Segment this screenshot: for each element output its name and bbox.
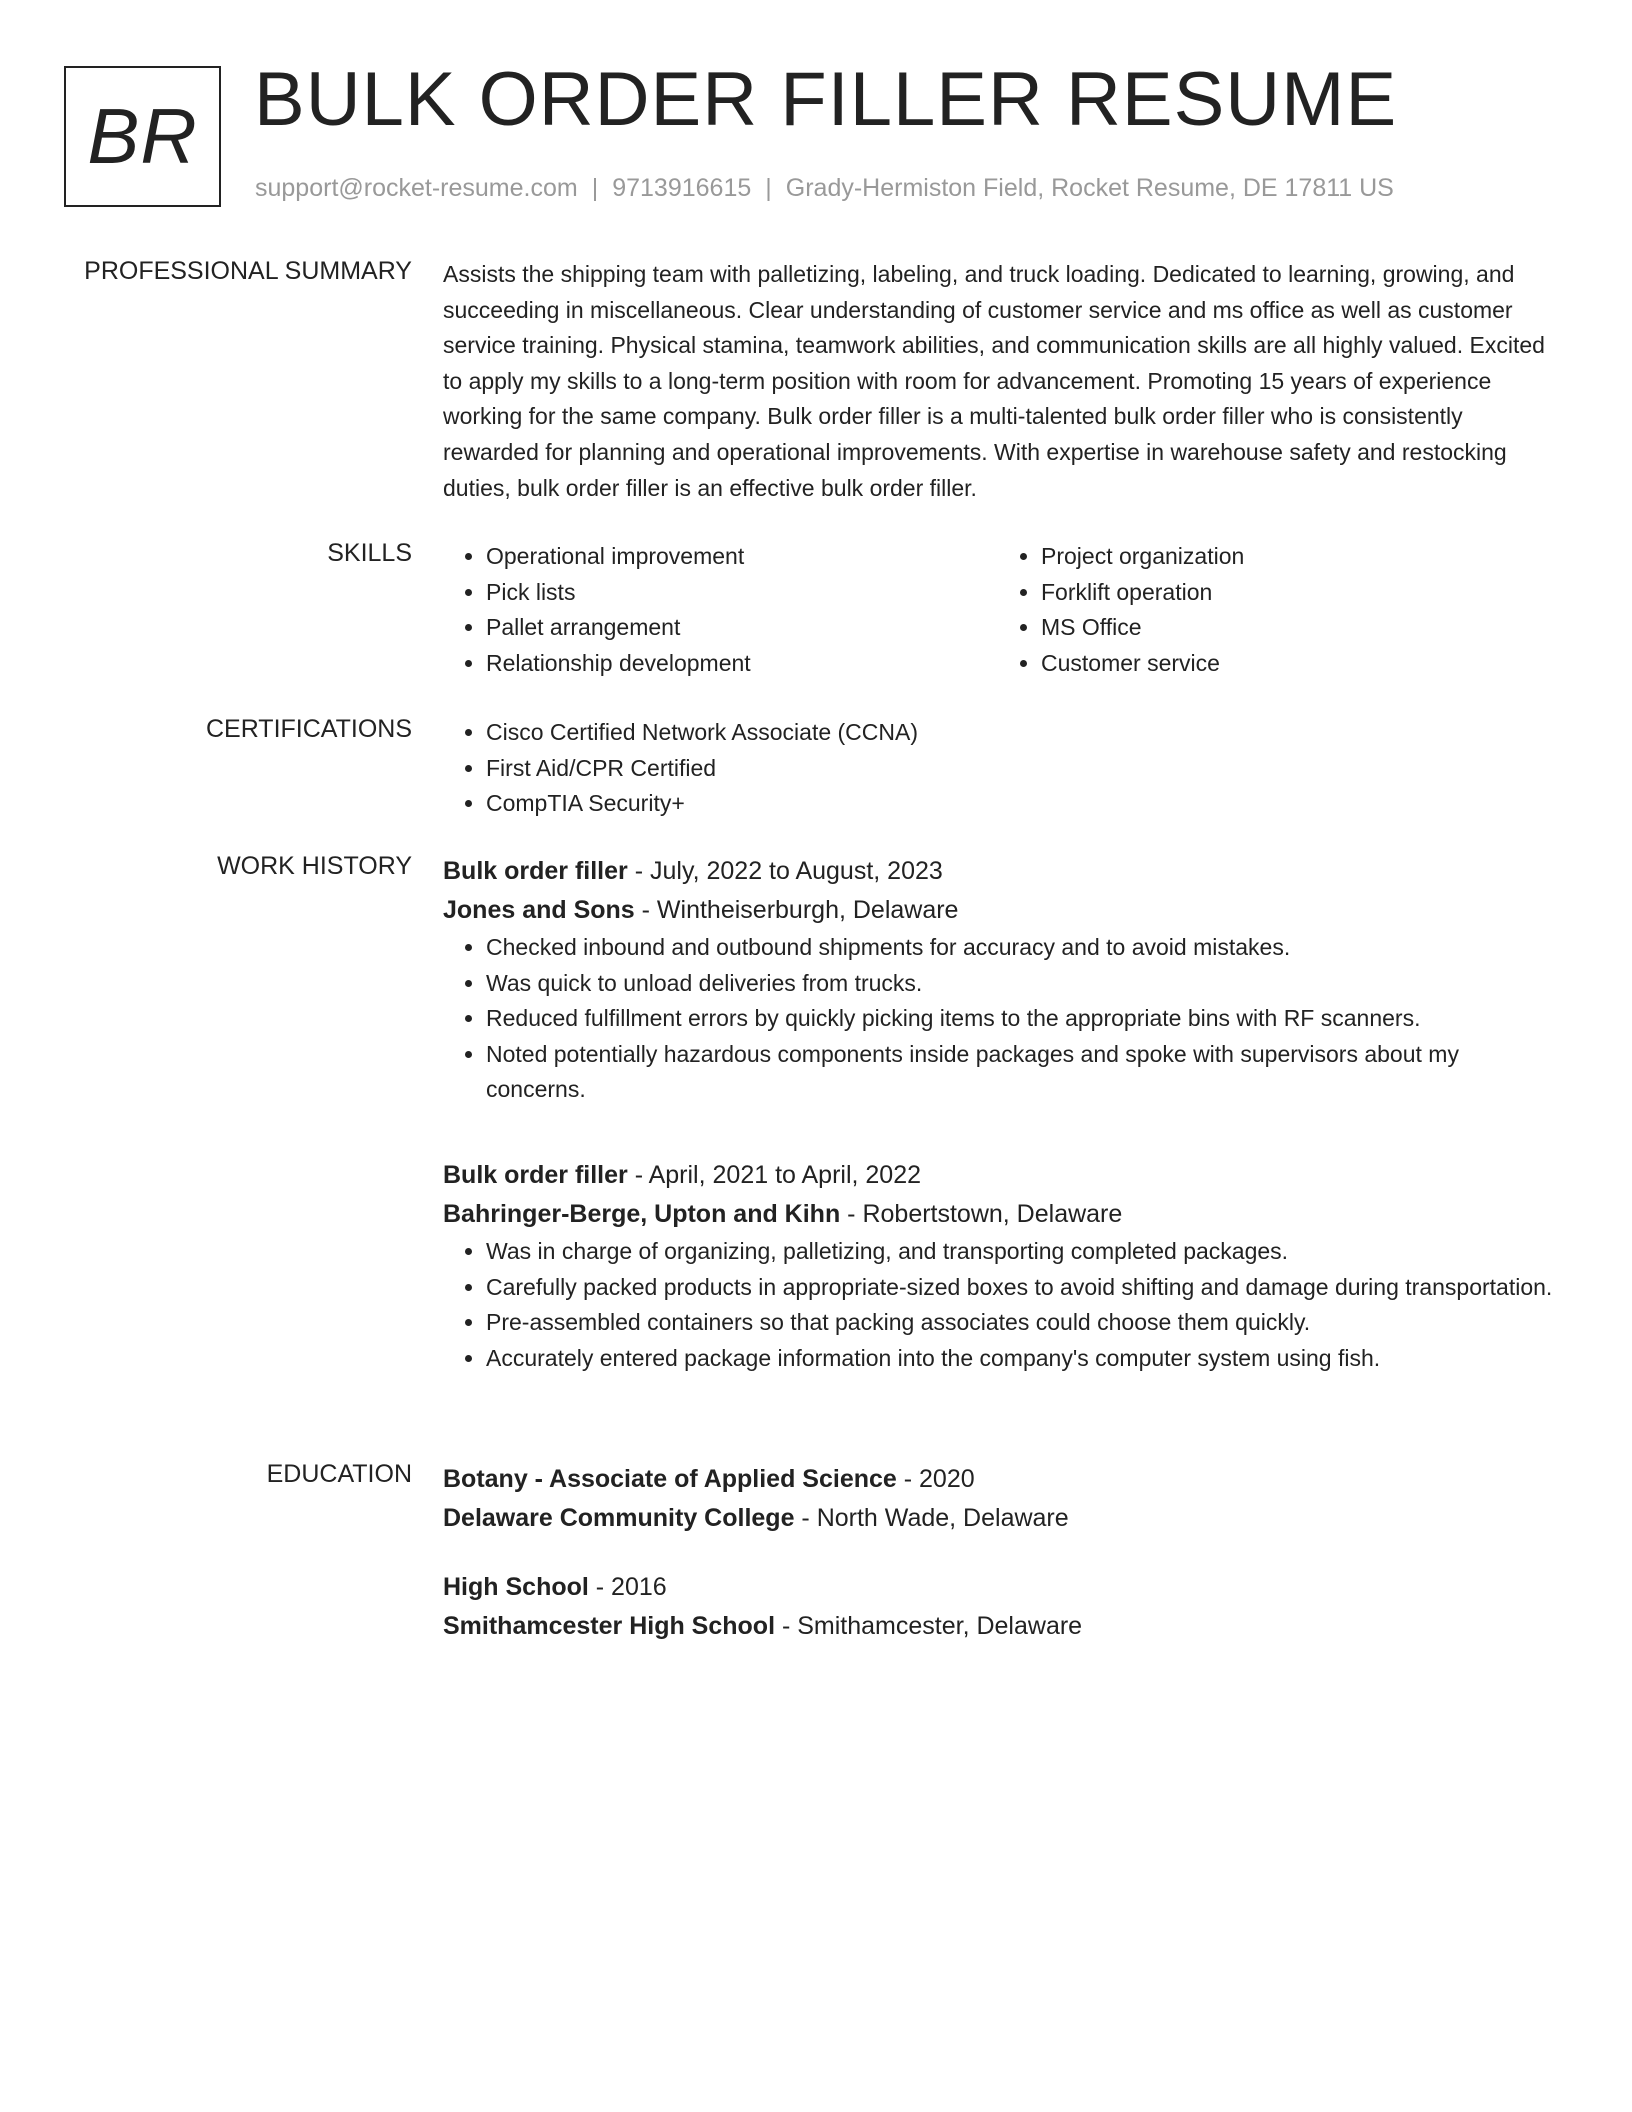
monogram-logo <box>64 66 221 207</box>
school-name: Delaware Community College <box>443 1504 795 1532</box>
list-item: • MS Office <box>1041 610 1553 646</box>
degree: High School <box>443 1573 589 1601</box>
job-title-line <box>443 852 1553 891</box>
education-entry-2 <box>443 1568 1553 1646</box>
list-item: • Checked inbound and outbound shipments for accuracy and to avoid mistakes. <box>486 930 1553 966</box>
certifications-list <box>443 715 1553 822</box>
list-item: • Carefully packed products in appropriate-sized boxes to avoid shifting and damage during transportation. <box>486 1270 1553 1306</box>
job-location: - Wintheiserburgh, Delaware <box>634 896 959 924</box>
summary-body <box>443 257 1553 506</box>
list-item: • Forklift operation <box>1041 575 1553 611</box>
degree: Botany - Associate of Applied Science <box>443 1465 897 1493</box>
certifications-label: CERTIFICATIONS <box>205 715 412 743</box>
education-entry-1 <box>443 1460 1553 1538</box>
job-duties-list <box>443 1234 1553 1376</box>
skills-list-right <box>998 539 1553 681</box>
contact-address: Grady-Hermiston Field, Rocket Resume, DE 17811 US <box>785 174 1394 202</box>
job-entry-2 <box>443 1156 1553 1376</box>
school-location: - Smithamcester, Delaware <box>775 1612 1083 1640</box>
list-item: • First Aid/CPR Certified <box>486 751 1553 787</box>
contact-separator: | <box>765 174 772 202</box>
job-entry-1 <box>443 852 1553 1108</box>
list-item: • Pre-assembled containers so that packing associates could choose them quickly. <box>486 1305 1553 1341</box>
skills-grid <box>443 539 1553 681</box>
work-history-label: WORK HISTORY <box>217 852 412 880</box>
job-company-line <box>443 891 1553 930</box>
school-location: - North Wade, Delaware <box>794 1504 1069 1532</box>
list-item: • Operational improvement <box>486 539 998 575</box>
list-item: • Accurately entered package information into the company's computer system using fish. <box>486 1341 1553 1377</box>
list-item: • Customer service <box>1041 646 1553 682</box>
skills-body <box>443 539 1553 681</box>
summary-label: PROFESSIONAL SUMMARY <box>84 257 412 285</box>
contact-phone: 9713916615 <box>612 174 752 202</box>
degree-line <box>443 1460 1553 1499</box>
list-item: • CompTIA Security+ <box>486 786 1553 822</box>
list-item: • Pallet arrangement <box>486 610 998 646</box>
job-title: Bulk order filler <box>443 857 628 885</box>
contact-separator: | <box>591 174 599 202</box>
job-location: - Robertstown, Delaware <box>840 1200 1123 1228</box>
degree-line <box>443 1568 1553 1607</box>
summary-text: Assists the shipping team with palletizing, labeling, and truck loading. Dedicated to learning, growing, and succeeding in miscellaneous. Clear understanding of customer service and ms office as well as customer service training. Physical stamina, teamwork abilities, and communication skills are all highly valued. Excited to apply my skills to a long-term position with room for advancement. Promoting 15 years of experience working for the same company. Bulk order filler is a multi-talented bulk order filler who is consistently rewarded for planning and operational improvements. With expertise in warehouse safety and restocking duties, bulk order filler is an effective bulk order filler. <box>443 261 1545 501</box>
monogram-text: BR <box>87 92 198 180</box>
skills-list-left <box>443 539 998 681</box>
graduation-year: - 2020 <box>896 1465 975 1493</box>
list-item: • Relationship development <box>486 646 998 682</box>
job-company-line <box>443 1195 1553 1234</box>
job-dates: - July, 2022 to August, 2023 <box>627 857 943 885</box>
school-line <box>443 1499 1553 1538</box>
graduation-year: - 2016 <box>588 1573 667 1601</box>
contact-email: support@rocket-resume.com <box>255 174 578 202</box>
list-item: • Noted potentially hazardous components inside packages and spoke with supervisors about my concerns. <box>486 1037 1553 1108</box>
school-name: Smithamcester High School <box>443 1612 776 1640</box>
contact-line <box>255 174 1394 203</box>
resume-title: BULK ORDER FILLER RESUME <box>254 57 1398 142</box>
job-duties-list <box>443 930 1553 1108</box>
job-title: Bulk order filler <box>443 1161 628 1189</box>
school-line <box>443 1607 1553 1646</box>
list-item: • Project organization <box>1041 539 1553 575</box>
education-label: EDUCATION <box>266 1460 412 1488</box>
job-dates: - April, 2021 to April, 2022 <box>627 1161 922 1189</box>
job-title-line <box>443 1156 1553 1195</box>
list-item: • Pick lists <box>486 575 998 611</box>
job-company: Bahringer-Berge, Upton and Kihn <box>443 1200 841 1228</box>
job-company: Jones and Sons <box>443 896 635 924</box>
list-item: • Was in charge of organizing, palletizing, and transporting completed packages. <box>486 1234 1553 1270</box>
certifications-body <box>443 715 1553 822</box>
list-item: • Reduced fulfillment errors by quickly picking items to the appropriate bins with RF scanners. <box>486 1001 1553 1037</box>
skills-label: SKILLS <box>327 539 412 567</box>
list-item: • Was quick to unload deliveries from trucks. <box>486 966 1553 1002</box>
list-item: • Cisco Certified Network Associate (CCNA) <box>486 715 1553 751</box>
